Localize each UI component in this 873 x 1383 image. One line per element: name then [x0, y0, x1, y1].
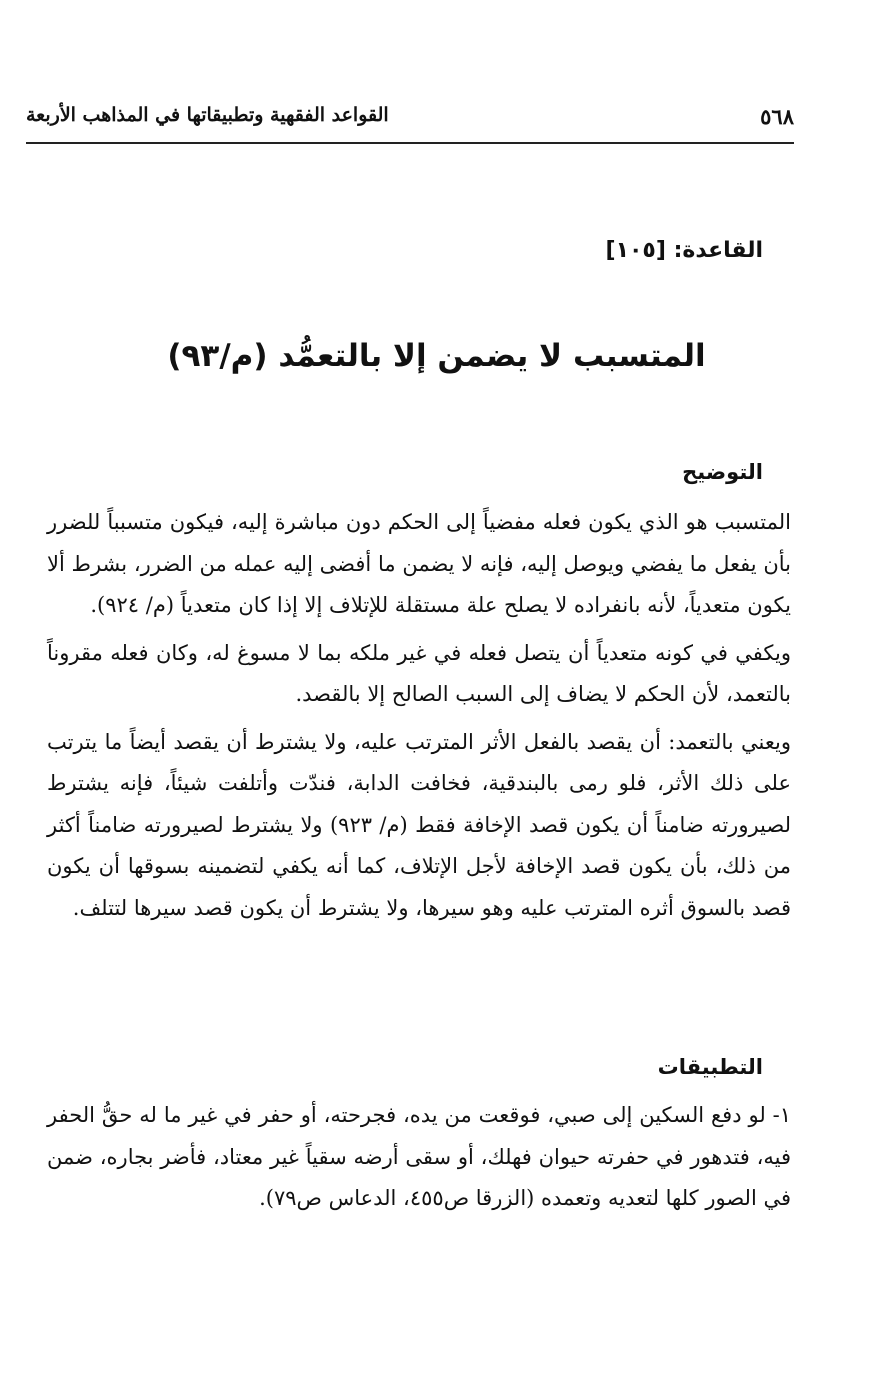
page-number: ٥٦٨	[760, 104, 794, 129]
explanation-body	[47, 502, 791, 935]
rule-number-label: القاعدة: [١٠٥]	[605, 238, 763, 263]
rule-title: المتسبب لا يضمن إلا بالتعمُّد (م/٩٣)	[167, 338, 706, 374]
applications-body	[47, 1095, 791, 1226]
explanation-paragraph: ويكفي في كونه متعدياً أن يتصل فعله في غير ملكه بما لا مسوغ له، وكان فعله مقروناً بالتعمد، لأن الحكم لا يضاف إلى السبب الصالح إلا بالقصد.	[47, 640, 791, 706]
explanation-paragraph: المتسبب هو الذي يكون فعله مفضياً إلى الحكم دون مباشرة إليه، فيكون متسبباً للضرر بأن يفعل ما يفضي ويوصل إليه، فإنه لا يضمن ما أفضى إليه عمله من الضرر، بشرط ألا يكون متعدياً، لأنه بانفراده لا يصلح علة مستقلة للإتلاف إلا إذا كان متعدياً (م/ ٩٢٤).	[47, 510, 791, 617]
explanation-heading: التوضيح	[682, 460, 763, 484]
explanation-paragraph: ويعني بالتعمد: أن يقصد بالفعل الأثر المترتب عليه، ولا يشترط أن يقصد أيضاً ما يترتب على ذلك الأثر، فلو رمى بالبندقية، فخافت الدابة، فندّت وأتلفت شيئاً، فإنه يشترط لصيرورته ضامناً أن يكون قصد الإخافة فقط (م/ ٩٢٣) ولا يشترط لصيرورته ضامناً أكثر من ذلك، بأن يكون قصد الإخافة لأجل الإتلاف، كما أنه يكفي لتضمينه بسوقها أن يكون قصد بالسوق أثره المترتب عليه وهو سيرها، ولا يشترط أن يكون قصد سيرها لتتلف.	[47, 729, 792, 920]
book-title: القواعد الفقهية وتطبيقاتها في المذاهب الأربعة	[26, 104, 389, 126]
application-paragraph: ١- لو دفع السكين إلى صبي، فوقعت من يده، فجرحته، أو حفر في غير ما له حقُّ الحفر فيه، فتدهور في حفرته حيوان فهلك، أو سقى أرضه سقياً غير معتاد، فأضر بجاره، ضمن في الصور كلها لتعديه وتعمده (الزرقا ص٤٥٥، الدعاس ص٧٩).	[47, 1103, 791, 1210]
running-header	[26, 100, 794, 144]
applications-heading: التطبيقات	[657, 1055, 763, 1079]
